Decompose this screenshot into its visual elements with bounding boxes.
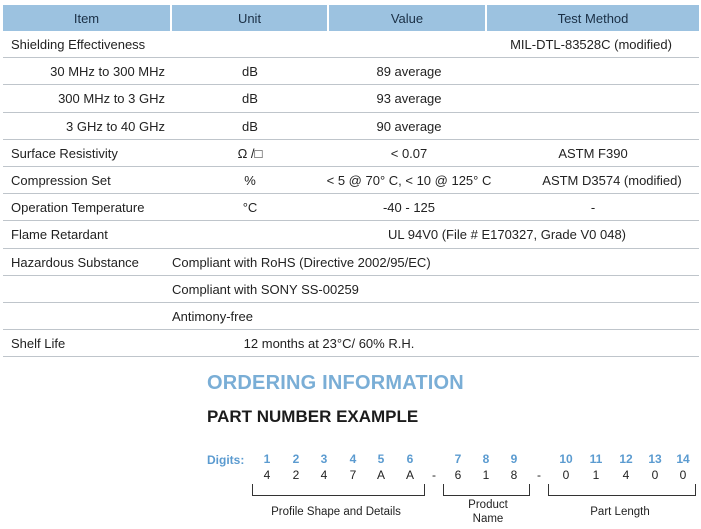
table-row [3, 249, 699, 276]
length-caption: Part Length [590, 506, 650, 518]
cell-unit: dB [242, 118, 258, 134]
header-value: Value [329, 5, 487, 31]
table-row [3, 194, 699, 221]
product-bracket [443, 484, 530, 496]
cell-value: < 0.07 [390, 145, 428, 161]
cell-value: UL 94V0 (File # E170327, Grade V0 048) [388, 227, 626, 243]
part-char: A [376, 468, 386, 482]
table-row [3, 58, 699, 85]
cell-item: Operation Temperature [11, 200, 145, 216]
cell-value: 89 average [376, 64, 442, 80]
cell-unit: dB [242, 91, 258, 107]
part-separator: - [537, 468, 541, 482]
cell-unit: % [244, 172, 256, 188]
digit-number: 11 [589, 452, 603, 466]
digit-number: 6 [406, 452, 414, 466]
digit-number: 7 [454, 452, 462, 466]
cell-value: < 5 @ 70° C, < 10 @ 125° C [326, 172, 492, 188]
cell-item: Compression Set [11, 172, 111, 188]
digit-number: 13 [648, 452, 662, 466]
cell-item: 300 MHz to 3 GHz [58, 91, 165, 107]
digit-number: 1 [263, 452, 271, 466]
cell-item: Hazardous Substance [11, 254, 139, 270]
digit-number: 14 [676, 452, 690, 466]
cell-item: Surface Resistivity [11, 145, 118, 161]
properties-table [3, 5, 699, 357]
cell-method: ASTM D3574 (modified) [542, 172, 682, 188]
part-char: 1 [592, 468, 600, 482]
header-unit: Unit [172, 5, 329, 31]
part-char: 1 [482, 468, 490, 482]
part-char: 2 [292, 468, 300, 482]
profile-bracket [252, 484, 425, 496]
table-row [3, 113, 699, 140]
ordering-title: ORDERING INFORMATION [207, 372, 464, 394]
part-char: 8 [510, 468, 518, 482]
cell-value: Compliant with SONY SS-00259 [172, 281, 359, 297]
part-char: 4 [320, 468, 328, 482]
cell-value: 12 months at 23°C/ 60% R.H. [243, 336, 415, 352]
table-header [3, 5, 699, 31]
cell-value: 93 average [376, 91, 442, 107]
header-item: Item [3, 5, 172, 31]
table-row [3, 31, 699, 58]
digit-number: 4 [349, 452, 357, 466]
table-row [3, 140, 699, 167]
digit-number: 2 [292, 452, 300, 466]
cell-item: 3 GHz to 40 GHz [66, 118, 165, 134]
cell-unit: °C [242, 200, 258, 216]
product-caption-line2: Name [472, 513, 504, 525]
part-separator: - [432, 468, 436, 482]
cell-method: - [590, 200, 596, 216]
product-caption-line1: Product [468, 499, 508, 511]
part-char: 4 [263, 468, 271, 482]
part-char: 4 [622, 468, 630, 482]
part-char: A [405, 468, 415, 482]
part-char: 6 [454, 468, 462, 482]
header-test-method: Test Method [487, 5, 699, 31]
table-row [3, 276, 699, 303]
table-row [3, 221, 699, 248]
digit-number: 9 [510, 452, 518, 466]
table-row [3, 85, 699, 112]
digit-number: 12 [619, 452, 633, 466]
cell-item: Shielding Effectiveness [11, 37, 146, 52]
digit-number: 10 [559, 452, 573, 466]
cell-value: -40 - 125 [382, 200, 436, 216]
cell-value: Antimony-free [172, 308, 253, 324]
digit-number: 8 [482, 452, 490, 466]
part-char: 0 [562, 468, 570, 482]
cell-unit: Ω /□ [237, 145, 263, 161]
part-char: 0 [651, 468, 659, 482]
cell-value: Compliant with RoHS (Directive 2002/95/EC) [172, 254, 431, 270]
table-row [3, 303, 699, 330]
part-char: 0 [679, 468, 687, 482]
profile-caption: Profile Shape and Details [271, 506, 401, 518]
cell-item: Shelf Life [11, 336, 66, 352]
table-row [3, 330, 699, 357]
cell-unit: dB [242, 64, 258, 80]
cell-item: 30 MHz to 300 MHz [50, 64, 165, 80]
digit-number: 3 [320, 452, 328, 466]
cell-method: ASTM F390 [558, 145, 628, 161]
cell-method: MIL-DTL-83528C (modified) [510, 37, 672, 52]
digits-label: Digits: [207, 453, 245, 467]
cell-item: Flame Retardant [11, 227, 108, 243]
digit-number: 5 [377, 452, 385, 466]
part-number-title: PART NUMBER EXAMPLE [207, 407, 419, 426]
table-row [3, 167, 699, 194]
length-bracket [548, 484, 696, 496]
part-char: 7 [349, 468, 357, 482]
cell-value: 90 average [376, 118, 442, 134]
